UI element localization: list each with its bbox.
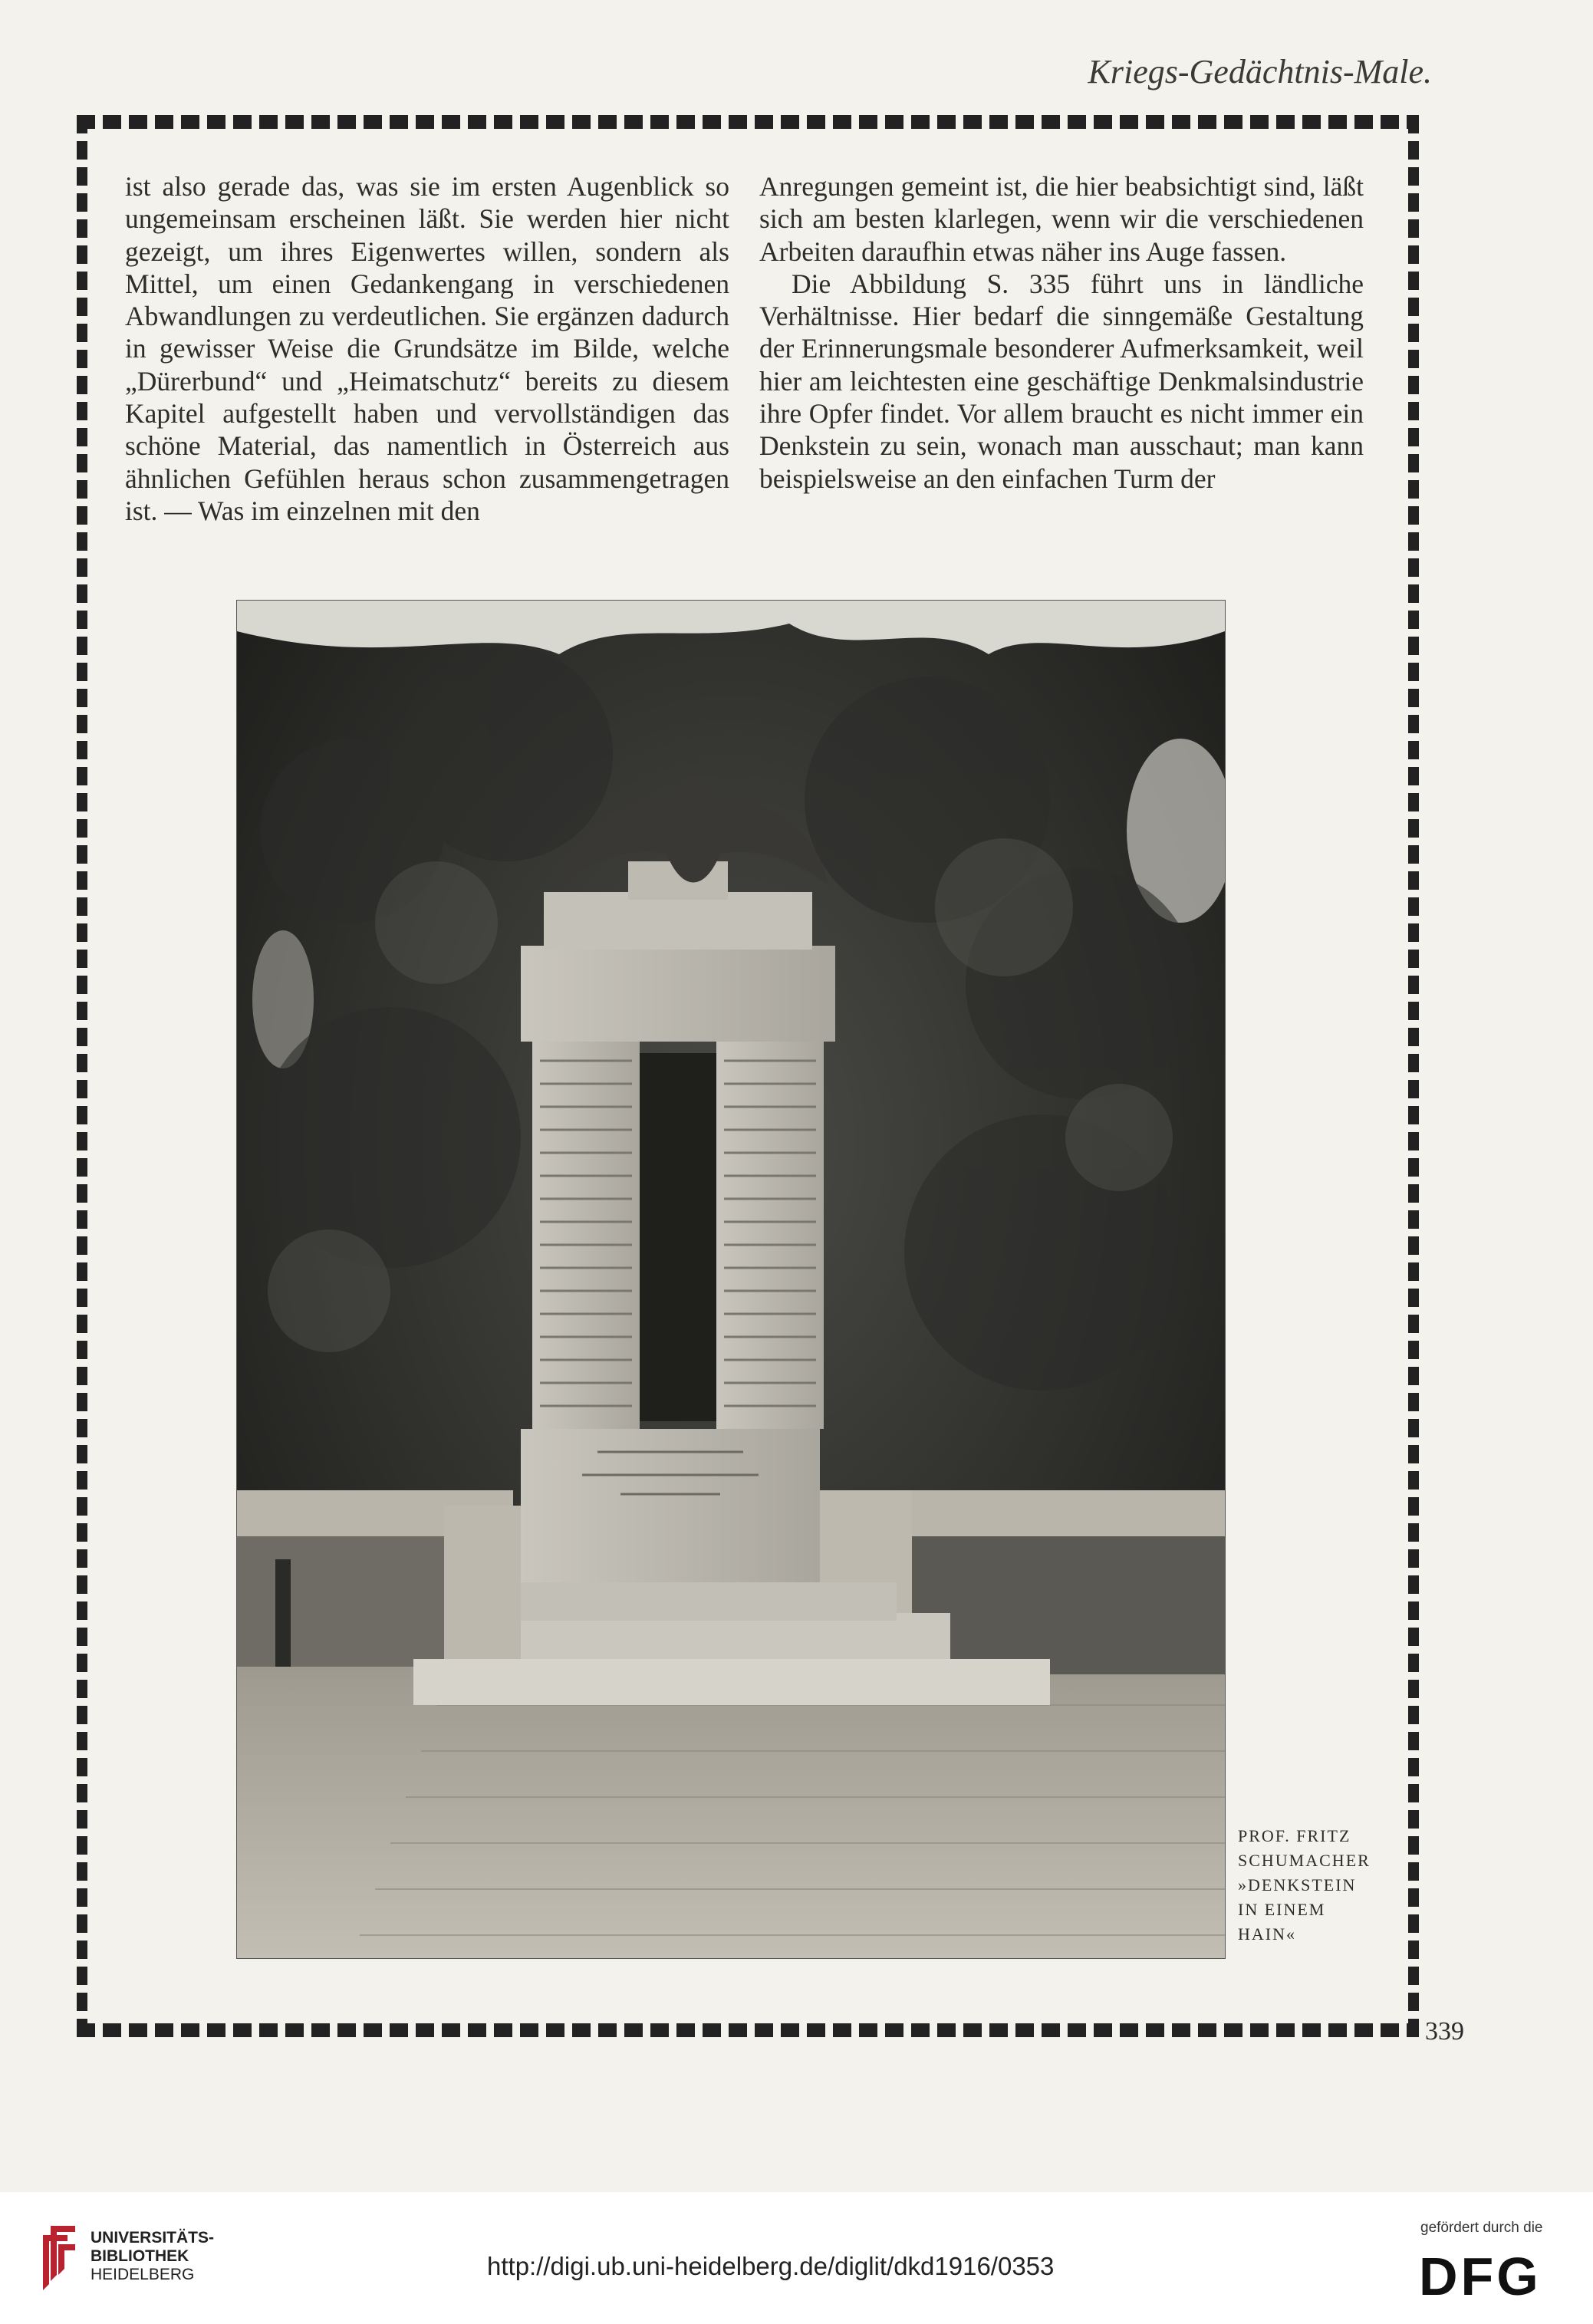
source-url-link[interactable]: http://digi.ub.uni-heidelberg.de/diglit/dkd1916/0353 <box>487 2252 1055 2280</box>
ornamental-border-top <box>77 115 1419 129</box>
library-name-line: BIBLIOTHEK <box>91 2247 189 2265</box>
running-head: Kriegs-Gedächtnis-Male. <box>1088 53 1432 91</box>
paragraph: ist also gerade das, was sie im ersten Augenblick so ungemeinsam erscheinen läßt. Sie werden hier nicht gezeigt, um ihres Eigenwertes willen, sondern als Mittel, um einen Gedankengang in verschiedenen Abwandlungen zu verdeutlichen. Sie ergänzen dadurch in gewisser Weise die Grundsätze im Bilde, welche „Dürerbund“ und „Heimatschutz“ bereits zu diesem Kapitel aufgestellt haben und vervollständigen das schöne Material, das namentlich in Österreich aus ähnlichen Gefühlen heraus schon zusammengetragen ist. — Was im einzelnen mit den <box>125 171 729 526</box>
caption-line: PROF. FRITZ <box>1238 1826 1351 1845</box>
page-number: 339 <box>1425 2017 1464 2046</box>
ornamental-border-right <box>1408 115 1419 2037</box>
library-name-line: UNIVERSITÄTS- <box>91 2229 215 2247</box>
caption-line: IN EINEM <box>1238 1900 1326 1919</box>
memorial-stone-image <box>237 601 1225 1958</box>
caption-line: SCHUMACHER <box>1238 1851 1371 1870</box>
dfg-logo: DFG <box>1419 2247 1542 2306</box>
monument-photograph <box>236 600 1226 1959</box>
library-name <box>91 2229 214 2284</box>
caption-line: »DENKSTEIN <box>1238 1875 1357 1894</box>
image-caption <box>1238 1824 1399 1947</box>
ornamental-border-left <box>77 115 87 2037</box>
caption-line: HAIN« <box>1238 1924 1296 1944</box>
text-column-right <box>759 170 1364 495</box>
text-column-left <box>125 170 729 527</box>
funding-label: gefördert durch die <box>1420 2220 1543 2236</box>
library-logo-icon <box>40 2221 78 2292</box>
library-name-line: HEIDELBERG <box>91 2266 195 2283</box>
paragraph: Die Abbildung S. 335 führt uns in ländliche Verhältnisse. Hier bedarf die sinngemäße Gestaltung der Erinnerungsmale besonderer Aufmerksamkeit, weil hier am leichtesten eine geschäftige Denkmalsindustrie ihre Opfer findet. Vor allem braucht es nicht immer ein Denkstein zu sein, wonach man ausschaut; man kann beispielsweise an den einfachen Turm der <box>759 268 1364 494</box>
ornamental-border-bottom <box>77 2023 1419 2037</box>
digitization-footer <box>0 2192 1593 2324</box>
paragraph: Anregungen gemeint ist, die hier beabsichtigt sind, läßt sich am besten klarlegen, wenn wir die verschiedenen Arbeiten daraufhin etwas näher ins Auge fassen. <box>759 171 1364 267</box>
